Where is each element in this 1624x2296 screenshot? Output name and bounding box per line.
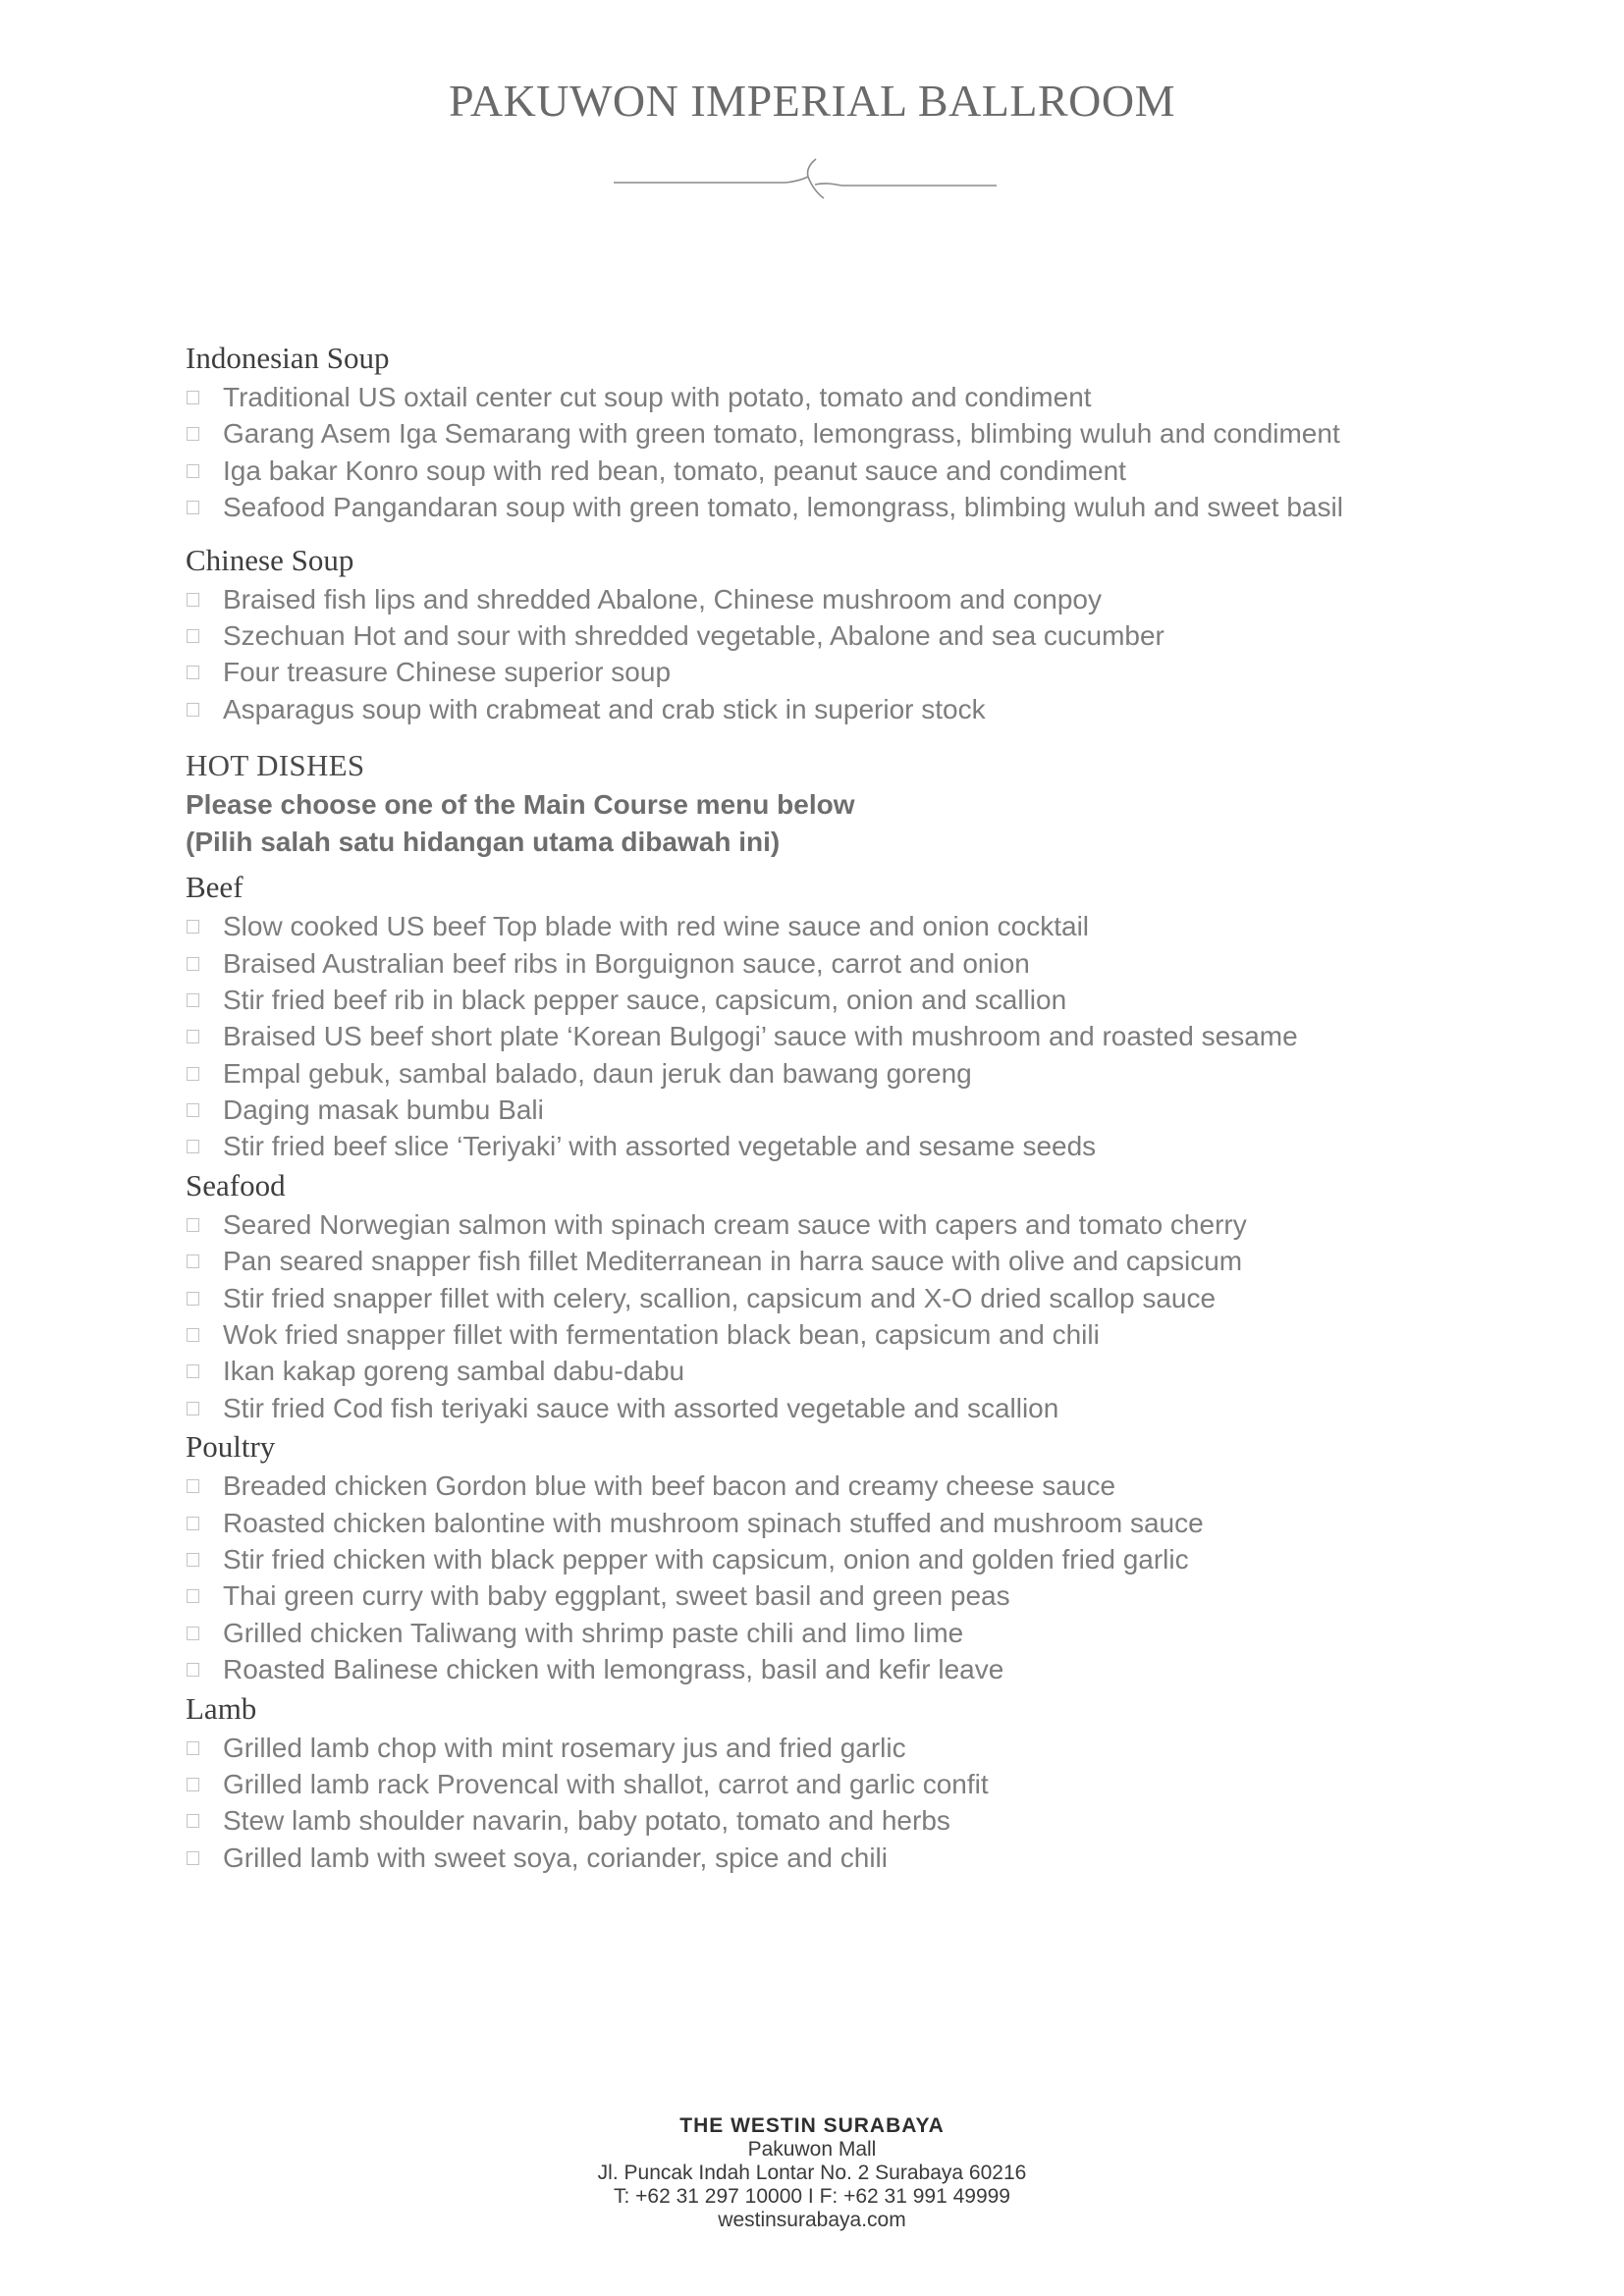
checkbox-bullet-icon bbox=[187, 993, 199, 1007]
menu-item bbox=[186, 691, 1462, 727]
menu-item bbox=[186, 1615, 1462, 1651]
menu-item bbox=[186, 945, 1462, 982]
menu-item bbox=[186, 581, 1462, 617]
checkbox-bullet-icon bbox=[187, 1067, 199, 1081]
menu-item-label: Stir fried Cod fish teriyaki sauce with assorted vegetable and scallion bbox=[223, 1392, 1059, 1423]
checkbox-bullet-icon bbox=[187, 1663, 199, 1677]
menu-item-label: Asparagus soup with crabmeat and crab stick in superior stock bbox=[223, 693, 986, 724]
checkbox-bullet-icon bbox=[187, 1627, 199, 1640]
menu-item bbox=[186, 379, 1462, 415]
checkbox-bullet-icon bbox=[187, 1103, 199, 1117]
footer-location: Pakuwon Mall bbox=[747, 2138, 877, 2161]
section-seafood bbox=[186, 1165, 1462, 1426]
menu-item bbox=[186, 1353, 1462, 1389]
checkbox-bullet-icon bbox=[187, 1402, 199, 1415]
instruction-english: Please choose one of the Main Course menu below bbox=[186, 789, 855, 821]
checkbox-bullet-icon bbox=[187, 1328, 199, 1342]
checkbox-bullet-icon bbox=[187, 1218, 199, 1232]
section-title: Poultry bbox=[186, 1429, 276, 1465]
checkbox-bullet-icon bbox=[187, 1030, 199, 1043]
menu-item bbox=[186, 908, 1462, 944]
menu-item-label: Stir fried snapper fillet with celery, scallion, capsicum and X-O dried scallop sauce bbox=[223, 1282, 1217, 1313]
menu-item-label: Braised fish lips and shredded Abalone, Chinese mushroom and conpoy bbox=[223, 583, 1103, 614]
footer-brand: THE WESTIN SURABAYA bbox=[679, 2114, 945, 2137]
menu-item-label: Wok fried snapper fillet with fermentation black bean, capsicum and chili bbox=[223, 1319, 1100, 1351]
checkbox-bullet-icon bbox=[187, 666, 199, 679]
checkbox-bullet-icon bbox=[187, 1292, 199, 1306]
menu-item bbox=[186, 1505, 1462, 1541]
menu-item bbox=[186, 415, 1462, 452]
section-title: Chinese Soup bbox=[186, 542, 354, 577]
menu-item-label: Seared Norwegian salmon with spinach cream sauce with capers and tomato cherry bbox=[223, 1208, 1247, 1240]
section-chinese-soup bbox=[186, 540, 1462, 728]
section-poultry bbox=[186, 1426, 1462, 1687]
menu-item bbox=[186, 489, 1462, 525]
leaf-divider-icon bbox=[614, 153, 997, 202]
menu-item-label: Slow cooked US beef Top blade with red wine sauce and onion cocktail bbox=[223, 911, 1090, 942]
menu-item bbox=[186, 1651, 1462, 1687]
menu-item-label: Roasted chicken balontine with mushroom spinach stuffed and mushroom sauce bbox=[223, 1507, 1204, 1538]
footer-address: Jl. Puncak Indah Lontar No. 2 Surabaya 60216 bbox=[597, 2162, 1027, 2184]
checkbox-bullet-icon bbox=[187, 957, 199, 971]
page-title: PAKUWON IMPERIAL BALLROOM bbox=[448, 76, 1175, 126]
menu-item bbox=[186, 654, 1462, 690]
checkbox-bullet-icon bbox=[187, 629, 199, 643]
section-title: Beef bbox=[186, 870, 244, 905]
checkbox-bullet-icon bbox=[187, 1851, 199, 1865]
checkbox-bullet-icon bbox=[187, 501, 199, 514]
menu-item-label: Daging masak bumbu Bali bbox=[223, 1095, 544, 1126]
footer-website: westinsurabaya.com bbox=[718, 2209, 906, 2231]
section-title: HOT DISHES bbox=[186, 748, 365, 783]
menu-item-label: Breaded chicken Gordon blue with beef bacon and creamy cheese sauce bbox=[223, 1470, 1116, 1502]
menu-item-list bbox=[186, 1730, 1462, 1877]
menu-item bbox=[186, 982, 1462, 1018]
checkbox-bullet-icon bbox=[187, 703, 199, 717]
menu-item bbox=[186, 1243, 1462, 1279]
menu-item-label: Seafood Pangandaran soup with green tomato, lemongrass, blimbing wuluh and sweet basil bbox=[223, 492, 1343, 523]
menu-item-label: Empal gebuk, sambal balado, daun jeruk dan bawang goreng bbox=[223, 1057, 972, 1089]
menu-body bbox=[186, 338, 1462, 1876]
menu-item-label: Grilled lamb rack Provencal with shallot, carrot and garlic confit bbox=[223, 1768, 989, 1799]
menu-item bbox=[186, 1840, 1462, 1876]
menu-item-label: Four treasure Chinese superior soup bbox=[223, 657, 672, 688]
checkbox-bullet-icon bbox=[187, 464, 199, 478]
menu-item-list bbox=[186, 581, 1462, 728]
checkbox-bullet-icon bbox=[187, 1553, 199, 1567]
section-indonesian-soup bbox=[186, 338, 1462, 526]
checkbox-bullet-icon bbox=[187, 1589, 199, 1603]
menu-item-list bbox=[186, 908, 1462, 1165]
menu-item-label: Stir fried beef rib in black pepper sauce, capsicum, onion and scallion bbox=[223, 984, 1067, 1015]
menu-item bbox=[186, 1390, 1462, 1426]
menu-item bbox=[186, 1018, 1462, 1054]
checkbox-bullet-icon bbox=[187, 1140, 199, 1153]
checkbox-bullet-icon bbox=[187, 1741, 199, 1755]
menu-item-list bbox=[186, 1468, 1462, 1687]
section-title: Seafood bbox=[186, 1167, 286, 1202]
checkbox-bullet-icon bbox=[187, 593, 199, 607]
menu-item-label: Garang Asem Iga Semarang with green tomato, lemongrass, blimbing wuluh and condiment bbox=[223, 418, 1340, 450]
menu-item-label: Thai green curry with baby eggplant, sweet basil and green peas bbox=[223, 1580, 1010, 1612]
menu-item-label: Stew lamb shoulder navarin, baby potato, tomato and herbs bbox=[223, 1805, 950, 1837]
section-beef bbox=[186, 867, 1462, 1165]
menu-item-label: Stir fried beef slice ‘Teriyaki’ with assorted vegetable and sesame seeds bbox=[223, 1131, 1097, 1162]
checkbox-bullet-icon bbox=[187, 1364, 199, 1378]
footer-phone-fax: T: +62 31 297 10000 I F: +62 31 991 49999 bbox=[613, 2185, 1010, 2208]
checkbox-bullet-icon bbox=[187, 1479, 199, 1493]
menu-item-label: Szechuan Hot and sour with shredded vegetable, Abalone and sea cucumber bbox=[223, 619, 1164, 651]
instruction-indonesian: (Pilih salah satu hidangan utama dibawah ini) bbox=[186, 827, 781, 858]
menu-item bbox=[186, 1541, 1462, 1577]
footer-contact bbox=[0, 2114, 1624, 2232]
menu-item-label: Grilled lamb with sweet soya, coriander, spice and chili bbox=[223, 1842, 888, 1873]
menu-item-label: Traditional US oxtail center cut soup with potato, tomato and condiment bbox=[223, 382, 1092, 412]
menu-item-list bbox=[186, 379, 1462, 526]
menu-item-label: Ikan kakap goreng sambal dabu-dabu bbox=[223, 1356, 685, 1387]
menu-item bbox=[186, 1206, 1462, 1243]
checkbox-bullet-icon bbox=[187, 1255, 199, 1268]
checkbox-bullet-icon bbox=[187, 920, 199, 934]
menu-item bbox=[186, 1316, 1462, 1353]
menu-item-label: Grilled chicken Taliwang with shrimp paste chili and limo lime bbox=[223, 1617, 964, 1648]
menu-item bbox=[186, 453, 1462, 489]
checkbox-bullet-icon bbox=[187, 427, 199, 441]
menu-item bbox=[186, 1092, 1462, 1128]
menu-item bbox=[186, 1730, 1462, 1766]
menu-item bbox=[186, 617, 1462, 654]
menu-item bbox=[186, 1128, 1462, 1164]
section-title: Lamb bbox=[186, 1690, 257, 1726]
menu-item bbox=[186, 1468, 1462, 1504]
menu-item-label: Pan seared snapper fish fillet Mediterranean in harra sauce with olive and capsicum bbox=[223, 1246, 1243, 1277]
section-title: Indonesian Soup bbox=[186, 341, 390, 375]
menu-item bbox=[186, 1280, 1462, 1316]
menu-item-label: Iga bakar Konro soup with red bean, tomato, peanut sauce and condiment bbox=[223, 454, 1126, 486]
menu-item-label: Roasted Balinese chicken with lemongrass, basil and kefir leave bbox=[223, 1654, 1004, 1685]
menu-item-label: Braised Australian beef ribs in Borguignon sauce, carrot and onion bbox=[223, 947, 1030, 979]
menu-item-list bbox=[186, 1206, 1462, 1426]
section-lamb bbox=[186, 1688, 1462, 1877]
menu-item-label: Grilled lamb chop with mint rosemary jus and fried garlic bbox=[223, 1732, 906, 1763]
section-hot-dishes bbox=[186, 745, 1462, 861]
menu-item-label: Stir fried chicken with black pepper with capsicum, onion and golden fried garlic bbox=[223, 1543, 1189, 1575]
checkbox-bullet-icon bbox=[187, 1814, 199, 1828]
menu-item bbox=[186, 1766, 1462, 1802]
checkbox-bullet-icon bbox=[187, 1517, 199, 1530]
checkbox-bullet-icon bbox=[187, 391, 199, 404]
menu-item bbox=[186, 1055, 1462, 1092]
menu-item bbox=[186, 1802, 1462, 1839]
checkbox-bullet-icon bbox=[187, 1778, 199, 1791]
menu-item bbox=[186, 1577, 1462, 1614]
menu-item-label: Braised US beef short plate ‘Korean Bulgogi’ sauce with mushroom and roasted sesame bbox=[223, 1021, 1298, 1052]
